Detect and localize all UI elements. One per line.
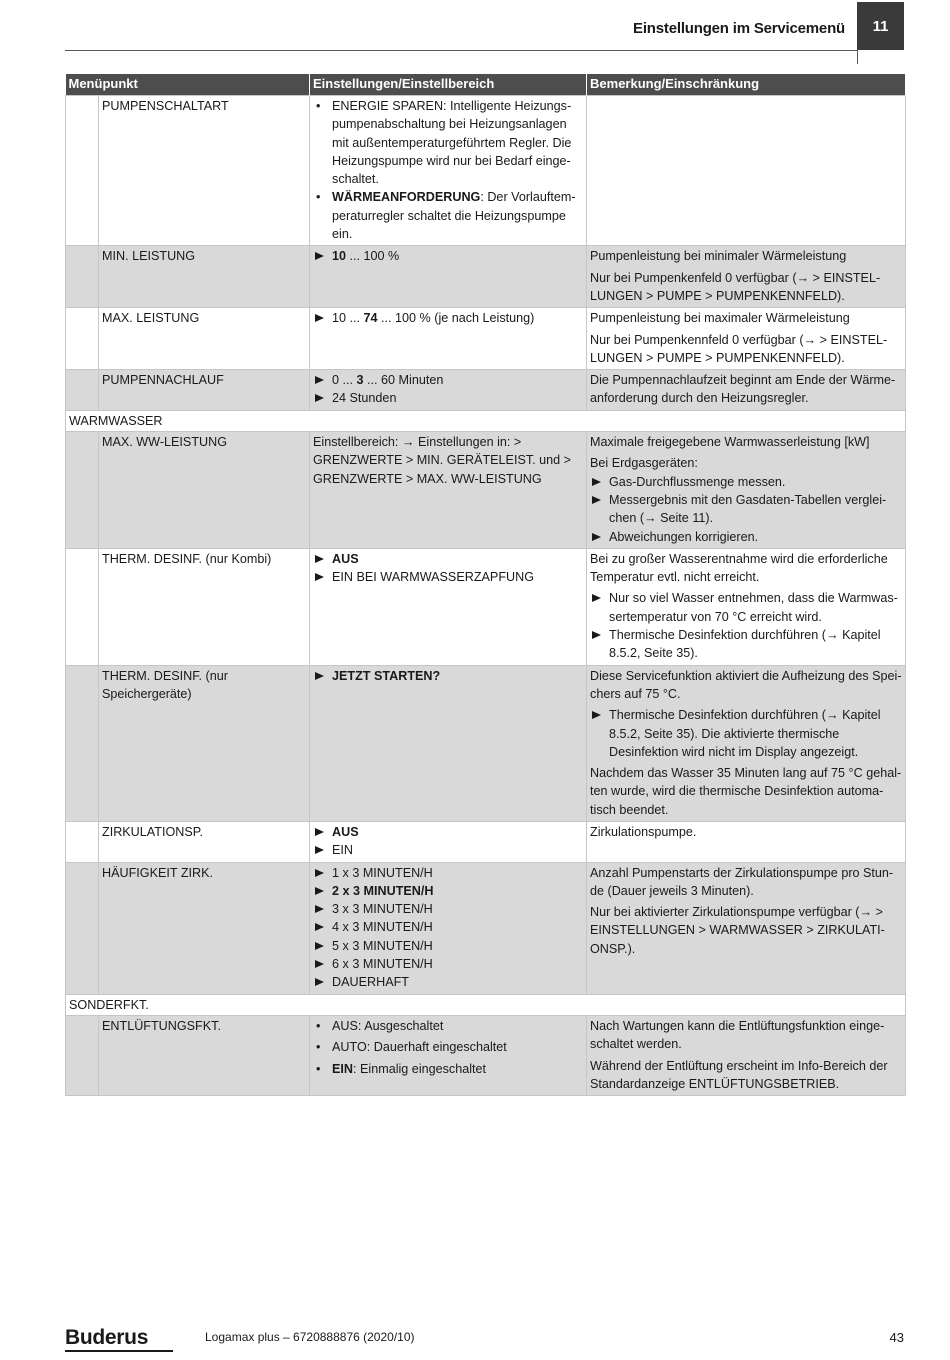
- list-item: Thermische Desinfektion durchführen (→ Kapitel 8.5.2, Seite 35).: [590, 626, 902, 663]
- col-einstellungen: Einstellungen/Einstellbereich: [310, 74, 587, 96]
- list-item: DAUERHAFT: [313, 973, 583, 991]
- list-item: Gas-Durchflussmenge messen.: [590, 473, 902, 491]
- list-item: EIN BEI WARMWASSERZAPFUNG: [313, 568, 583, 586]
- table-row: MAX. LEISTUNG 10 ... 74 ... 100 % (je nach Leistung) Pumpenleistung bei maximaler Wärmeleistung Nur bei Pumpenkennfeld 0 verfügbar (→ > EINSTELLUNGEN > PUMPE > PUMPENKENNFELD).: [66, 308, 906, 370]
- list-item: 4 x 3 MINUTEN/H: [313, 918, 583, 936]
- list-item: 24 Stunden: [313, 389, 583, 407]
- table-row: THERM. DESINF. (nur Kombi) AUS EIN BEI WARMWASSERZAPFUNG Bei zu großer Wasserentnahme wird die erforderliche Temperatur evtl. nicht erreicht. Nur so viel Wasser entnehmen, dass die Warmwassertemperatur von 70 °C erreicht wird. Thermische Desinfektion durchführen (→ Kapitel 8.5.2, Seite 35).: [66, 548, 906, 665]
- list-item: Nur so viel Wasser entnehmen, dass die Warmwassertemperatur von 70 °C erreicht wird.: [590, 589, 902, 626]
- list-item: Messergebnis mit den Gasdaten-Tabellen vergleichen (→ Seite 11).: [590, 491, 902, 528]
- list-item: EIN: [313, 841, 583, 859]
- row-label: HÄUFIGKEIT ZIRK.: [99, 862, 310, 994]
- table-row: HÄUFIGKEIT ZIRK. 1 x 3 MINUTEN/H 2 x 3 MINUTEN/H 3 x 3 MINUTEN/H 4 x 3 MINUTEN/H 5 x 3 MINUTEN/H 6 x 3 MINUTEN/H DAUERHAFT Anzahl Pumpenstarts der Zirkulationspumpe pro Stunde (Dauer jeweils 3 Minuten). Nur bei aktivierter Zirkulationspumpe verfügbar (→ > EINSTELLUNGEN > WARMWASSER > ZIRKULATIONSP.).: [66, 862, 906, 994]
- section-row: [66, 410, 906, 431]
- row-label: THERM. DESINF. (nur Kombi): [99, 548, 310, 665]
- list-item: 0 ... 3 ... 60 Minuten: [313, 371, 583, 389]
- col-bemerkung: Bemerkung/Einschränkung: [587, 74, 906, 96]
- table-row: ENTLÜFTUNGSFKT. • AUS: Ausgeschaltet • AUTO: Dauerhaft eingeschaltet • EIN: Einmalig eingeschaltet Nach Wartungen kann die Entlüftungsfunktion eingeschaltet werden. Während der Entlüftung erscheint im Info-Bereich der Standardanzeige ENTLÜFTUNGSBETRIEB.: [66, 1015, 906, 1095]
- page-number: 43: [889, 1330, 904, 1345]
- list-item: 10 ... 100 %: [313, 247, 583, 265]
- list-item: • EIN: Einmalig eingeschaltet: [313, 1060, 583, 1078]
- header-title: Einstellungen im Servicemenü: [633, 20, 845, 37]
- section-sonderfkt: SONDERFKT.: [66, 994, 906, 1015]
- row-label: MAX. LEISTUNG: [99, 308, 310, 370]
- list-item: 1 x 3 MINUTEN/H: [313, 864, 583, 882]
- chapter-number: 11: [857, 2, 904, 50]
- list-item: Thermische Desinfektion durchführen (→ Kapitel 8.5.2, Seite 35). Die aktivierte thermische Desinfektion wird nicht im Display angezeigt.: [590, 706, 902, 761]
- list-item: • WÄRMEANFORDERUNG: Der Vorlauftemperaturregler schaltet die Heizungspumpe ein.: [313, 188, 583, 243]
- table-row: MAX. WW-LEISTUNG Einstellbereich: → Einstellungen in: > GRENZWERTE > MIN. GERÄTELEIST. und > GRENZWERTE > MAX. WW-LEISTUNG Maximale freigegebene Warmwasserleistung [kW] Bei Erdgasgeräten: Gas-Durchflussmenge messen. Messergebnis mit den Gasdaten-Tabellen vergleichen (→ Seite 11). Abweichungen korrigieren.: [66, 432, 906, 549]
- logo-underline: [65, 1350, 173, 1352]
- row-label: THERM. DESINF. (nur Speichergeräte): [99, 665, 310, 821]
- list-item: • AUS: Ausgeschaltet: [313, 1017, 583, 1035]
- list-item: 5 x 3 MINUTEN/H: [313, 937, 583, 955]
- list-item: • AUTO: Dauerhaft eingeschaltet: [313, 1038, 583, 1056]
- section-row: [66, 994, 906, 1015]
- list-item: AUS: [313, 550, 583, 568]
- list-item: 2 x 3 MINUTEN/H: [313, 882, 583, 900]
- list-item: AUS: [313, 823, 583, 841]
- table-row: MIN. LEISTUNG 10 ... 100 % Pumpenleistung bei minimaler Wärmeleistung Nur bei Pumpenkenfeld 0 verfügbar (→ > EINSTELLUNGEN > PUMPE > PUMPENKENNFELD).: [66, 246, 906, 308]
- list-item: 3 x 3 MINUTEN/H: [313, 900, 583, 918]
- table-row: PUMPENNACHLAUF 0 ... 3 ... 60 Minuten 24 Stunden Die Pumpennachlaufzeit beginnt am Ende der Wärmeanforderung durch den Heizungsregler.: [66, 370, 906, 411]
- table-row: ZIRKULATIONSP. AUS EIN Zirkulationspumpe.: [66, 821, 906, 862]
- header-rule: [65, 50, 858, 51]
- row-label: ENTLÜFTUNGSFKT.: [99, 1015, 310, 1095]
- row-label: MIN. LEISTUNG: [99, 246, 310, 308]
- list-item: 6 x 3 MINUTEN/H: [313, 955, 583, 973]
- table-row: [66, 96, 906, 246]
- list-item: • ENERGIE SPAREN: Intelligente Heizungspumpenabschaltung bei Heizungsanlagen mit außentemperaturgeführtem Regler. Die Heizungspumpe wird nur bei Bedarf eingeschaltet.: [313, 97, 583, 188]
- row-label: MAX. WW-LEISTUNG: [99, 432, 310, 549]
- buderus-logo: Buderus: [65, 1326, 149, 1349]
- table-header-row: [66, 74, 906, 96]
- list-item: JETZT STARTEN?: [313, 667, 583, 685]
- row-label: PUMPENSCHALTART: [99, 96, 310, 246]
- col-menupunkt: Menüpunkt: [66, 74, 310, 96]
- table-row: THERM. DESINF. (nur Speichergeräte) JETZT STARTEN? Diese Servicefunktion aktiviert die Aufheizung des Speichers auf 75 °C. Thermische Desinfektion durchführen (→ Kapitel 8.5.2, Seite 35). Die aktivierte thermische Desinfektion wird nicht im Display angezeigt. Nachdem das Wasser 35 Minuten lang auf 75 °C gehalten wurde, wird die thermische Desinfektion automatisch beendet.: [66, 665, 906, 821]
- section-warmwasser: WARMWASSER: [66, 410, 906, 431]
- chapter-tick: [857, 50, 858, 64]
- footer-document-id: Logamax plus – 6720888876 (2020/10): [205, 1330, 415, 1344]
- settings-table: [65, 74, 906, 1096]
- row-label: ZIRKULATIONSP.: [99, 821, 310, 862]
- row-label: PUMPENNACHLAUF: [99, 370, 310, 411]
- list-item: 10 ... 74 ... 100 % (je nach Leistung): [313, 309, 583, 327]
- list-item: Abweichungen korrigieren.: [590, 528, 902, 546]
